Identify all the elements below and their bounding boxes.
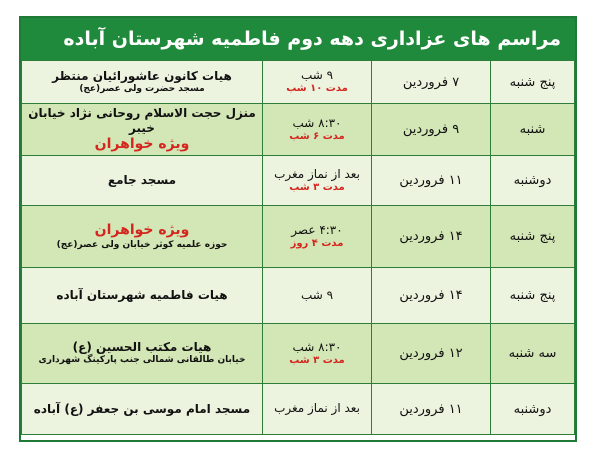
duration-text: مدت ۳ شب bbox=[289, 181, 345, 193]
table-row bbox=[22, 324, 575, 384]
venue-name: منزل حجت الاسلام روحانی نژاد خیابان خیبر bbox=[28, 105, 256, 135]
date-cell: ۹ فروردین bbox=[372, 104, 491, 156]
place-cell bbox=[22, 61, 263, 104]
time-cell bbox=[263, 61, 372, 104]
day-cell: پنج شنبه bbox=[491, 268, 575, 324]
date-cell: ۱۱ فروردین bbox=[372, 384, 491, 435]
time-cell bbox=[263, 268, 372, 324]
schedule-poster bbox=[19, 16, 577, 442]
time-text: ۹ شب bbox=[300, 68, 334, 83]
day-cell: شنبه bbox=[491, 104, 575, 156]
time-cell bbox=[263, 384, 372, 435]
date-cell: ۱۴ فروردین bbox=[372, 268, 491, 324]
place-cell bbox=[22, 104, 263, 156]
place-cell bbox=[22, 156, 263, 206]
day-cell: پنج شنبه bbox=[491, 206, 575, 268]
address-text: خیابان طالقانی شمالی جنب پارکینگ شهرداری bbox=[38, 355, 246, 366]
time-cell bbox=[263, 104, 372, 156]
time-text: بعد از نماز مغرب bbox=[274, 401, 360, 416]
duration-text: مدت ۳ شب bbox=[289, 354, 345, 366]
time-text: ۴:۳۰ عصر bbox=[291, 222, 343, 237]
address-text: مسجد حضرت ولی عصر(عج) bbox=[79, 83, 205, 94]
place-cell bbox=[22, 206, 263, 268]
venue-name: مسجد جامع bbox=[107, 173, 177, 187]
date-cell: ۱۲ فروردین bbox=[372, 324, 491, 384]
table-row bbox=[22, 206, 575, 268]
day-cell: دوشنبه bbox=[491, 156, 575, 206]
place-cell bbox=[22, 384, 263, 435]
women-only-note: ویژه خواهران bbox=[94, 135, 190, 152]
address-text: حوزه علمیه کوثر خیابان ولی عصر(عج) bbox=[56, 239, 228, 250]
women-only-note: ویژه خواهران bbox=[94, 222, 190, 239]
schedule-table bbox=[21, 60, 575, 435]
poster-title: مراسم های عزاداری دهه دوم فاطمیه شهرستان آباده bbox=[21, 18, 575, 60]
time-text: بعد از نماز مغرب bbox=[274, 166, 360, 181]
time-cell bbox=[263, 324, 372, 384]
date-cell: ۱۱ فروردین bbox=[372, 156, 491, 206]
table-row bbox=[22, 61, 575, 104]
venue-name: هیات کانون عاشورائیان منتظر bbox=[52, 68, 232, 83]
table-row bbox=[22, 156, 575, 206]
time-cell bbox=[263, 206, 372, 268]
duration-text: مدت ۴ روز bbox=[290, 237, 344, 249]
time-cell bbox=[263, 156, 372, 206]
time-text: ۸:۳۰ شب bbox=[292, 115, 342, 130]
table-row bbox=[22, 104, 575, 156]
day-cell: پنج شنبه bbox=[491, 61, 575, 104]
duration-text: مدت ۱۰ شب bbox=[286, 83, 348, 95]
day-cell: دوشنبه bbox=[491, 384, 575, 435]
venue-name: هیات فاطمیه شهرستان آباده bbox=[56, 288, 228, 302]
table-row bbox=[22, 384, 575, 435]
duration-text: مدت ۶ شب bbox=[289, 130, 345, 142]
date-cell: ۱۴ فروردین bbox=[372, 206, 491, 268]
time-text: ۸:۳۰ شب bbox=[292, 339, 342, 354]
table-row bbox=[22, 268, 575, 324]
place-cell bbox=[22, 268, 263, 324]
date-cell: ۷ فروردین bbox=[372, 61, 491, 104]
day-cell: سه شنبه bbox=[491, 324, 575, 384]
time-text: ۹ شب bbox=[300, 287, 334, 302]
venue-name: مسجد امام موسی بن جعفر (ع) آباده bbox=[33, 401, 251, 416]
venue-name: هیات مکتب الحسین (ع) bbox=[72, 340, 212, 355]
place-cell bbox=[22, 324, 263, 384]
